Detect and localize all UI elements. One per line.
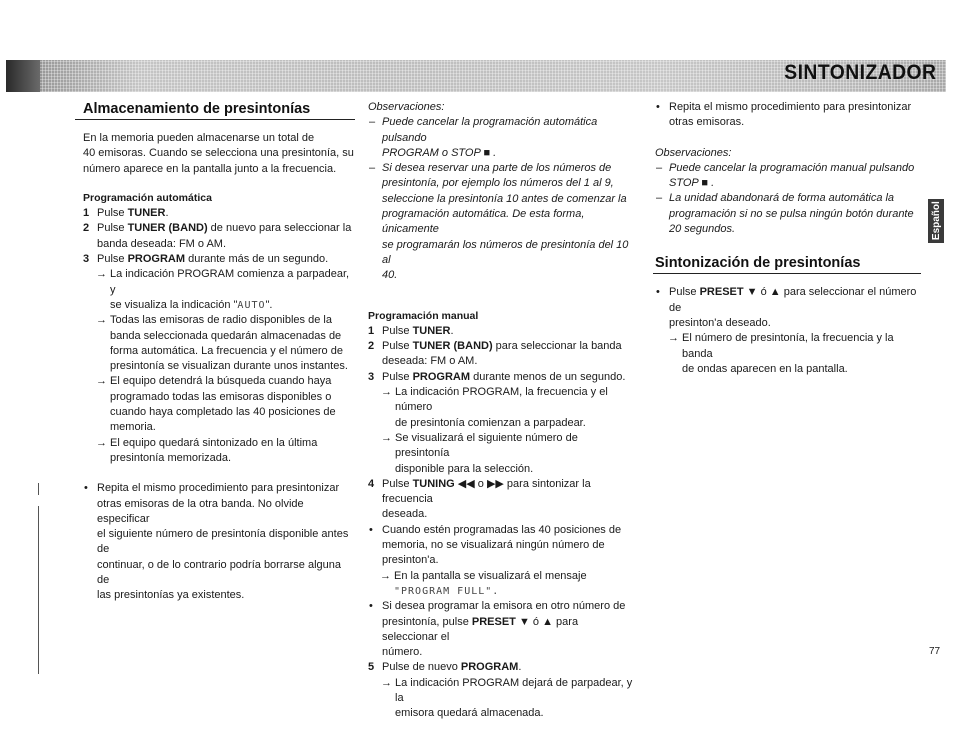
result-text: de presintonía comienzan a parpadear. bbox=[395, 416, 586, 429]
bullet-icon: • bbox=[656, 101, 660, 113]
dash-icon: – bbox=[656, 192, 663, 205]
step-text: Pulse de nuevo bbox=[382, 661, 461, 674]
arrow-icon: → bbox=[668, 332, 679, 345]
result-item bbox=[368, 385, 634, 431]
observation-text: Puede cancelar la programación automática pulsando bbox=[382, 116, 598, 144]
step-text: Pulse bbox=[97, 222, 128, 235]
step-text: deseada. bbox=[382, 508, 428, 521]
bullet-text: continuar, o de lo contrario podría borrarse alguna de bbox=[97, 558, 341, 587]
result-item bbox=[83, 436, 355, 467]
subheading-manual-programming: Programación manual bbox=[368, 309, 479, 322]
observation-text: programación si no se pulsa ningún botón durante bbox=[669, 207, 914, 220]
step-number: 1 bbox=[368, 324, 375, 337]
observation-text: La unidad abandonará de forma automática la bbox=[669, 192, 895, 205]
result-text: El equipo detendrá la búsqueda cuando haya bbox=[110, 375, 332, 388]
bullet-item bbox=[655, 285, 923, 331]
result-text: disponible para la selección. bbox=[395, 462, 534, 475]
bullet-icon: • bbox=[369, 523, 373, 536]
observation-text: 20 segundos. bbox=[669, 223, 736, 236]
bullet-text: número. bbox=[382, 646, 423, 659]
bullet-text: Pulse bbox=[669, 286, 700, 299]
result-text: programado todas las emisoras disponibles o bbox=[110, 390, 332, 403]
subheading-auto-programming: Programación automática bbox=[83, 191, 212, 204]
result-text: memoria. bbox=[110, 421, 156, 434]
bullet-text: para seleccionar el número de bbox=[669, 286, 917, 314]
step-text: . bbox=[450, 324, 454, 337]
bullet-text: memoria, no se visualizará ningún número de bbox=[382, 539, 605, 552]
result-text: presintonía se visualizan durante unos instantes. bbox=[110, 360, 348, 373]
step-1 bbox=[83, 206, 355, 221]
step-text: para sintonizar la frecuencia bbox=[382, 477, 591, 506]
step-text: durante menos de un segundo. bbox=[470, 370, 626, 383]
language-tab bbox=[928, 199, 944, 243]
bullet-item bbox=[368, 599, 634, 660]
step-text: Pulse bbox=[382, 477, 413, 490]
column-3 bbox=[655, 100, 923, 377]
bullet-text: el siguiente número de presintonía disponible antes de bbox=[97, 528, 349, 556]
step-text: o bbox=[474, 477, 487, 490]
observation-item bbox=[655, 191, 923, 237]
result-text: se visualiza la indicación " bbox=[110, 298, 238, 311]
step-number: 5 bbox=[368, 661, 375, 674]
key-label: PRESET ▼ bbox=[471, 615, 530, 628]
observation-text: seleccione la presintonía 10 antes de comenzar la bbox=[382, 192, 627, 205]
section-title-storing-presets: Almacenamiento de presintonías bbox=[75, 100, 355, 120]
step-number: 4 bbox=[368, 477, 375, 490]
bullet-icon: • bbox=[656, 286, 660, 299]
step-text: de nuevo para seleccionar la bbox=[207, 222, 352, 235]
observation-item bbox=[368, 161, 634, 283]
step-text: Pulse bbox=[382, 324, 413, 337]
bullet-text: presinton'a. bbox=[382, 554, 439, 567]
column-2 bbox=[368, 100, 634, 722]
key-label: PROGRAM bbox=[460, 661, 519, 674]
observation-text: Si desea reservar una parte de los números de bbox=[382, 162, 612, 175]
key-label: TUNER bbox=[127, 207, 166, 220]
step-text: Pulse bbox=[97, 253, 128, 266]
result-text: de ondas aparecen en la pantalla. bbox=[682, 362, 848, 375]
step-2 bbox=[368, 339, 634, 370]
step-number: 2 bbox=[83, 222, 90, 235]
step-text: banda deseada: FM o AM. bbox=[97, 237, 227, 250]
header-band bbox=[6, 60, 946, 92]
step-text: durante más de un segundo. bbox=[185, 253, 329, 266]
key-label: PRESET ▼ bbox=[699, 286, 758, 299]
observation-text: Puede cancelar la programación manual pulsando bbox=[669, 161, 915, 174]
step-text: Pulse bbox=[382, 370, 413, 383]
result-text: El equipo quedará sintonizado en la última bbox=[110, 436, 318, 449]
bullet-text: ó bbox=[529, 615, 543, 628]
bullet-text: las presintonías ya existentes. bbox=[97, 589, 245, 602]
step-4 bbox=[368, 477, 634, 523]
arrow-icon: → bbox=[380, 569, 391, 582]
result-text: La indicación PROGRAM dejará de parpadear, y la bbox=[395, 676, 633, 704]
key-label: PROGRAM bbox=[412, 370, 471, 383]
result-item bbox=[83, 374, 355, 435]
bullet-text: Repita el mismo procedimiento para presintonizar bbox=[669, 101, 912, 113]
section-title-preset-tuning: Sintonización de presintonías bbox=[653, 254, 921, 274]
observations-heading: Observaciones: bbox=[368, 101, 445, 113]
bullet-text: ó bbox=[757, 286, 770, 299]
result-text: forma automática. La frecuencia y el número de bbox=[110, 344, 343, 357]
key-label: TUNER (BAND) bbox=[412, 340, 493, 353]
result-text: En la pantalla se visualizará el mensaje bbox=[394, 569, 587, 582]
step-number: 2 bbox=[368, 340, 375, 353]
arrow-icon: → bbox=[96, 268, 107, 281]
bullet-item bbox=[83, 481, 355, 603]
language-tab-label: Español bbox=[930, 201, 942, 241]
step-number: 1 bbox=[83, 207, 90, 220]
bullet-text: presintonía, pulse bbox=[382, 615, 472, 628]
key-label: TUNING ◀◀ bbox=[412, 477, 475, 490]
display-text: AUTO bbox=[237, 299, 266, 311]
bullet-icon: • bbox=[84, 482, 88, 495]
bullet-item bbox=[655, 100, 923, 131]
bullet-icon: • bbox=[369, 600, 373, 613]
result-item bbox=[83, 267, 355, 313]
margin-line bbox=[38, 506, 39, 674]
observation-text: PROGRAM o STOP ■ . bbox=[382, 146, 497, 159]
result-text: ". bbox=[265, 298, 273, 311]
bullet-text: Repita el mismo procedimiento para presintonizar bbox=[97, 482, 340, 495]
result-text: Se visualizará el siguiente número de presintonía bbox=[395, 431, 578, 460]
result-text: cuando haya completado las 40 posiciones de bbox=[110, 406, 336, 419]
step-text: deseada: FM o AM. bbox=[382, 355, 478, 368]
step-number: 3 bbox=[368, 370, 375, 383]
observation-text: se programarán los números de presintonía del 10 al bbox=[382, 238, 629, 266]
key-label: TUNER (BAND) bbox=[127, 222, 208, 235]
arrow-icon: → bbox=[381, 676, 392, 689]
result-text: presintonía memorizada. bbox=[110, 451, 232, 464]
dash-icon: – bbox=[656, 161, 663, 174]
result-text: emisora quedará almacenada. bbox=[395, 707, 544, 720]
result-item bbox=[368, 569, 634, 600]
observation-text: programación automática. De esta forma, únicamente bbox=[382, 208, 585, 236]
arrow-icon: → bbox=[381, 386, 392, 399]
bullet-text: otras emisoras. bbox=[669, 116, 745, 129]
header-dark-corner bbox=[6, 60, 40, 92]
step-3 bbox=[83, 252, 355, 267]
result-text: La indicación PROGRAM comienza a parpadear, y bbox=[110, 268, 350, 296]
result-text: banda seleccionada quedarán almacenadas de bbox=[110, 329, 342, 342]
observation-item bbox=[368, 115, 634, 161]
intro-line: 40 emisoras. Cuando se selecciona una presintonía, su bbox=[83, 147, 354, 160]
bullet-item bbox=[368, 523, 634, 569]
key-label: ▶▶ bbox=[486, 477, 504, 490]
observation-text: presintonía, por ejemplo los números del 1 al 9, bbox=[382, 177, 614, 190]
result-item bbox=[83, 313, 355, 374]
step-2 bbox=[83, 221, 355, 252]
display-text: "PROGRAM FULL". bbox=[394, 585, 500, 597]
step-number: 3 bbox=[83, 253, 90, 266]
observations-heading: Observaciones: bbox=[655, 146, 732, 159]
step-text: . bbox=[518, 661, 522, 674]
step-1 bbox=[368, 324, 634, 339]
dash-icon: – bbox=[369, 116, 376, 129]
dash-icon: – bbox=[369, 162, 376, 175]
result-item bbox=[368, 676, 634, 722]
step-5 bbox=[368, 660, 634, 675]
observation-item bbox=[655, 161, 923, 192]
result-text: Todas las emisoras de radio disponibles de la bbox=[110, 314, 332, 327]
result-text: El número de presintonía, la frecuencia y la banda bbox=[682, 332, 894, 360]
step-text: Pulse bbox=[97, 207, 128, 220]
step-text: . bbox=[165, 207, 169, 220]
step-text: Pulse bbox=[382, 340, 413, 353]
bullet-text: Si desea programar la emisora en otro número de bbox=[382, 600, 626, 613]
key-label: ▲ bbox=[769, 286, 781, 299]
arrow-icon: → bbox=[96, 436, 107, 449]
arrow-icon: → bbox=[381, 431, 392, 444]
arrow-icon: → bbox=[96, 375, 107, 388]
result-item bbox=[655, 331, 923, 377]
key-label: ▲ bbox=[542, 615, 553, 628]
bullet-text: presinton'a deseado. bbox=[669, 316, 771, 329]
page-title: SINTONIZADOR bbox=[783, 61, 936, 84]
observation-text: 40. bbox=[382, 269, 398, 282]
bullet-text: para seleccionar el bbox=[382, 615, 579, 643]
result-item bbox=[368, 431, 634, 477]
key-label: TUNER bbox=[412, 324, 451, 337]
arrow-icon: → bbox=[96, 314, 107, 327]
result-text: La indicación PROGRAM, la frecuencia y el número bbox=[395, 386, 608, 414]
observation-text: STOP ■ . bbox=[669, 177, 715, 190]
intro-line: En la memoria pueden almacenarse un total de bbox=[83, 132, 315, 144]
page-number: 77 bbox=[929, 646, 941, 657]
step-3 bbox=[368, 370, 634, 385]
bullet-text: otras emisoras de la otra banda. No olvide especificar bbox=[97, 497, 304, 525]
step-text: para seleccionar la banda bbox=[492, 340, 622, 353]
intro-line: número aparece en la pantalla junto a la frecuencia. bbox=[83, 162, 337, 175]
bullet-text: Cuando estén programadas las 40 posiciones de bbox=[382, 523, 622, 536]
column-1 bbox=[83, 100, 355, 604]
key-label: PROGRAM bbox=[127, 253, 186, 266]
margin-line bbox=[38, 483, 39, 495]
